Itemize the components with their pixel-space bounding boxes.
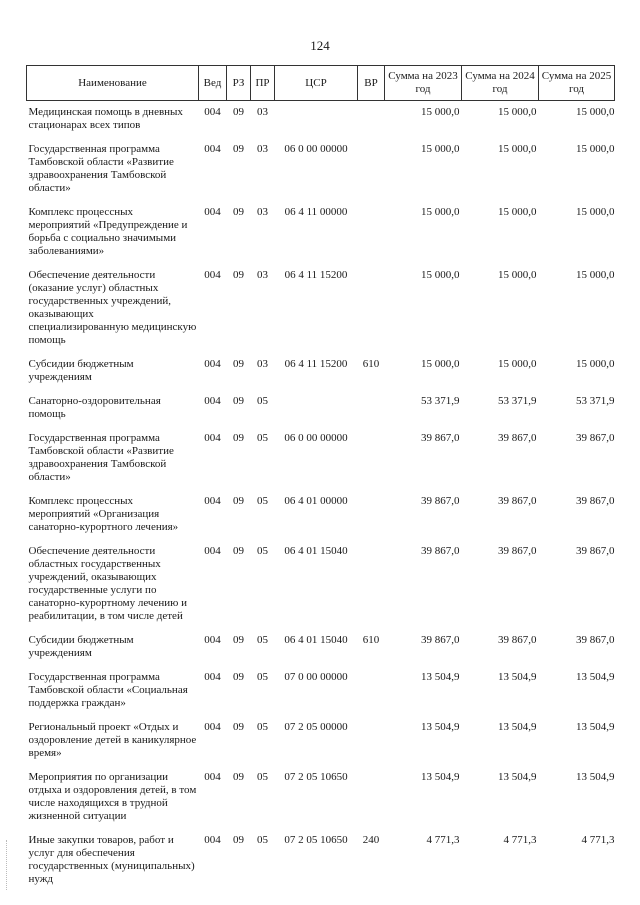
cell-rz: 09 — [233, 106, 244, 118]
cell-ved: 004 — [204, 634, 221, 646]
cell-sum-2023: 15 000,0 — [421, 269, 460, 281]
cell-name: Обеспечение деятельности областных государственных учреждений, оказывающих государственные услуги по санаторно-курортному лечению и реабилитации, в том числе детей — [28, 545, 187, 622]
cell-ved: 004 — [204, 834, 221, 846]
cell-ved: 004 — [204, 721, 221, 733]
cell-pr: 05 — [257, 671, 268, 683]
cell-csr: 06 0 00 00000 — [284, 143, 348, 155]
cell-vr — [358, 264, 385, 353]
cell-sum-2025: 15 000,0 — [576, 143, 615, 155]
cell-ved: 004 — [204, 671, 221, 683]
cell-rz: 09 — [233, 771, 244, 783]
cell-pr: 05 — [257, 432, 268, 444]
page-number: 124 — [310, 38, 330, 53]
cell-sum-2025: 15 000,0 — [576, 358, 615, 370]
table-row — [27, 629, 615, 666]
cell-sum-2024: 15 000,0 — [498, 206, 537, 218]
cell-csr: 06 4 11 15200 — [284, 358, 348, 370]
cell-sum-2023: 53 371,9 — [421, 395, 460, 407]
cell-sum-2024: 39 867,0 — [498, 545, 537, 557]
cell-sum-2025: 13 504,9 — [576, 671, 615, 683]
header-pr: ПР — [251, 66, 275, 101]
cell-sum-2023: 4 771,3 — [426, 834, 460, 846]
budget-table — [26, 65, 615, 892]
cell-ved: 004 — [204, 143, 221, 155]
cell-sum-2025: 13 504,9 — [576, 721, 615, 733]
cell-sum-2025: 4 771,3 — [581, 834, 615, 846]
table-row — [27, 353, 615, 390]
table-row — [27, 716, 615, 766]
cell-name: Государственная программа Тамбовской области «Развитие здравоохранения Тамбовской области» — [28, 432, 174, 483]
cell-rz: 09 — [233, 671, 244, 683]
cell-sum-2025: 15 000,0 — [576, 206, 615, 218]
cell-ved: 004 — [204, 206, 221, 218]
cell-vr — [358, 490, 385, 540]
cell-vr: 240 — [362, 834, 380, 846]
cell-rz: 09 — [233, 834, 244, 846]
cell-csr: 06 4 01 00000 — [284, 495, 348, 507]
cell-csr: 06 4 11 15200 — [284, 269, 348, 281]
cell-ved: 004 — [204, 358, 221, 370]
cell-rz: 09 — [233, 206, 244, 218]
cell-pr: 05 — [257, 721, 268, 733]
cell-ved: 004 — [204, 106, 221, 118]
cell-sum-2023: 13 504,9 — [421, 771, 460, 783]
cell-sum-2023: 15 000,0 — [421, 206, 460, 218]
cell-sum-2024: 39 867,0 — [498, 495, 537, 507]
table-row — [27, 666, 615, 716]
cell-pr: 03 — [257, 106, 268, 118]
cell-vr — [358, 427, 385, 490]
header-vr: ВР — [358, 66, 385, 101]
cell-vr — [358, 138, 385, 201]
cell-name: Государственная программа Тамбовской области «Развитие здравоохранения Тамбовской области» — [28, 143, 174, 194]
table-header — [27, 66, 615, 101]
cell-name: Комплекс процессных мероприятий «Предупреждение и борьба с социально значимыми заболеваниями» — [28, 206, 188, 257]
cell-vr — [358, 390, 385, 427]
table-row — [27, 201, 615, 264]
table-body — [27, 101, 615, 893]
cell-name: Комплекс процессных мероприятий «Организация санаторно-курортного лечения» — [28, 495, 179, 533]
header-sum-2025: Сумма на 2025 год — [539, 66, 615, 101]
cell-sum-2025: 15 000,0 — [576, 269, 615, 281]
table-row — [27, 540, 615, 629]
cell-sum-2025: 39 867,0 — [576, 545, 615, 557]
cell-sum-2024: 53 371,9 — [498, 395, 537, 407]
table-row — [27, 390, 615, 427]
cell-csr: 06 4 01 15040 — [284, 545, 348, 557]
cell-sum-2023: 39 867,0 — [421, 432, 460, 444]
cell-sum-2024: 15 000,0 — [498, 143, 537, 155]
cell-vr — [358, 201, 385, 264]
cell-csr: 07 0 00 00000 — [284, 671, 348, 683]
cell-ved: 004 — [204, 269, 221, 281]
cell-pr: 03 — [257, 269, 268, 281]
cell-name: Обеспечение деятельности (оказание услуг) областных государственных учреждений, оказывающих специализированную медицинскую помощь — [28, 269, 197, 346]
cell-rz: 09 — [233, 432, 244, 444]
cell-pr: 05 — [257, 771, 268, 783]
margin-mark — [6, 840, 9, 890]
header-ved: Вед — [199, 66, 227, 101]
cell-sum-2024: 15 000,0 — [498, 106, 537, 118]
table-row — [27, 427, 615, 490]
cell-sum-2024: 15 000,0 — [498, 269, 537, 281]
cell-name: Медицинская помощь в дневных стационарах всех типов — [28, 106, 183, 131]
cell-sum-2023: 13 504,9 — [421, 671, 460, 683]
cell-name: Иные закупки товаров, работ и услуг для обеспечения государственных (муниципальных) нужд — [28, 834, 195, 885]
cell-sum-2024: 13 504,9 — [498, 771, 537, 783]
cell-ved: 004 — [204, 771, 221, 783]
cell-ved: 004 — [204, 395, 221, 407]
cell-pr: 05 — [257, 634, 268, 646]
cell-pr: 05 — [257, 395, 268, 407]
header-sum-2024: Сумма на 2024 год — [462, 66, 539, 101]
cell-vr — [358, 666, 385, 716]
cell-sum-2023: 15 000,0 — [421, 143, 460, 155]
cell-sum-2023: 39 867,0 — [421, 634, 460, 646]
cell-vr — [358, 716, 385, 766]
cell-csr: 07 2 05 10650 — [284, 771, 348, 783]
cell-sum-2024: 4 771,3 — [503, 834, 537, 846]
header-csr: ЦСР — [275, 66, 358, 101]
cell-csr: 06 0 00 00000 — [284, 432, 348, 444]
cell-pr: 03 — [257, 143, 268, 155]
cell-ved: 004 — [204, 432, 221, 444]
cell-sum-2025: 39 867,0 — [576, 495, 615, 507]
cell-rz: 09 — [233, 395, 244, 407]
cell-rz: 09 — [233, 269, 244, 281]
cell-csr — [275, 390, 358, 427]
cell-ved: 004 — [204, 495, 221, 507]
cell-pr: 03 — [257, 206, 268, 218]
cell-csr: 07 2 05 10650 — [284, 834, 348, 846]
cell-rz: 09 — [233, 358, 244, 370]
cell-csr: 06 4 01 15040 — [284, 634, 348, 646]
cell-vr — [358, 101, 385, 139]
cell-sum-2023: 13 504,9 — [421, 721, 460, 733]
cell-sum-2025: 39 867,0 — [576, 432, 615, 444]
cell-sum-2025: 15 000,0 — [576, 106, 615, 118]
cell-rz: 09 — [233, 143, 244, 155]
cell-rz: 09 — [233, 545, 244, 557]
cell-sum-2024: 39 867,0 — [498, 634, 537, 646]
cell-vr — [358, 766, 385, 829]
cell-sum-2024: 13 504,9 — [498, 721, 537, 733]
cell-pr: 03 — [257, 358, 268, 370]
cell-name: Мероприятия по организации отдыха и оздоровления детей, в том числе находящихся в трудной жизненной ситуации — [28, 771, 197, 822]
cell-pr: 05 — [257, 545, 268, 557]
header-rz: РЗ — [227, 66, 251, 101]
cell-csr: 07 2 05 00000 — [284, 721, 348, 733]
cell-sum-2024: 13 504,9 — [498, 671, 537, 683]
cell-vr: 610 — [362, 634, 380, 646]
cell-sum-2023: 39 867,0 — [421, 545, 460, 557]
cell-sum-2023: 15 000,0 — [421, 106, 460, 118]
cell-vr: 610 — [362, 358, 380, 370]
cell-name: Субсидии бюджетным учреждениям — [28, 358, 134, 383]
cell-pr: 05 — [257, 495, 268, 507]
cell-name: Субсидии бюджетным учреждениям — [28, 634, 134, 659]
cell-sum-2025: 53 371,9 — [576, 395, 615, 407]
cell-sum-2024: 39 867,0 — [498, 432, 537, 444]
cell-sum-2024: 15 000,0 — [498, 358, 537, 370]
cell-name: Государственная программа Тамбовской области «Социальная поддержка граждан» — [28, 671, 188, 709]
cell-name: Региональный проект «Отдых и оздоровление детей в каникулярное время» — [28, 721, 197, 759]
header-sum-2023: Сумма на 2023 год — [385, 66, 462, 101]
cell-sum-2023: 39 867,0 — [421, 495, 460, 507]
table-row — [27, 264, 615, 353]
table-row — [27, 766, 615, 829]
cell-vr — [358, 540, 385, 629]
table-row — [27, 829, 615, 892]
cell-rz: 09 — [233, 721, 244, 733]
cell-name: Санаторно-оздоровительная помощь — [28, 395, 161, 420]
cell-rz: 09 — [233, 495, 244, 507]
cell-csr: 06 4 11 00000 — [284, 206, 348, 218]
cell-ved: 004 — [204, 545, 221, 557]
table-row — [27, 138, 615, 201]
cell-sum-2025: 39 867,0 — [576, 634, 615, 646]
cell-csr — [275, 101, 358, 139]
cell-rz: 09 — [233, 634, 244, 646]
cell-sum-2023: 15 000,0 — [421, 358, 460, 370]
cell-sum-2025: 13 504,9 — [576, 771, 615, 783]
table-row — [27, 490, 615, 540]
table-row — [27, 101, 615, 139]
header-name: Наименование — [27, 66, 199, 101]
cell-pr: 05 — [257, 834, 268, 846]
